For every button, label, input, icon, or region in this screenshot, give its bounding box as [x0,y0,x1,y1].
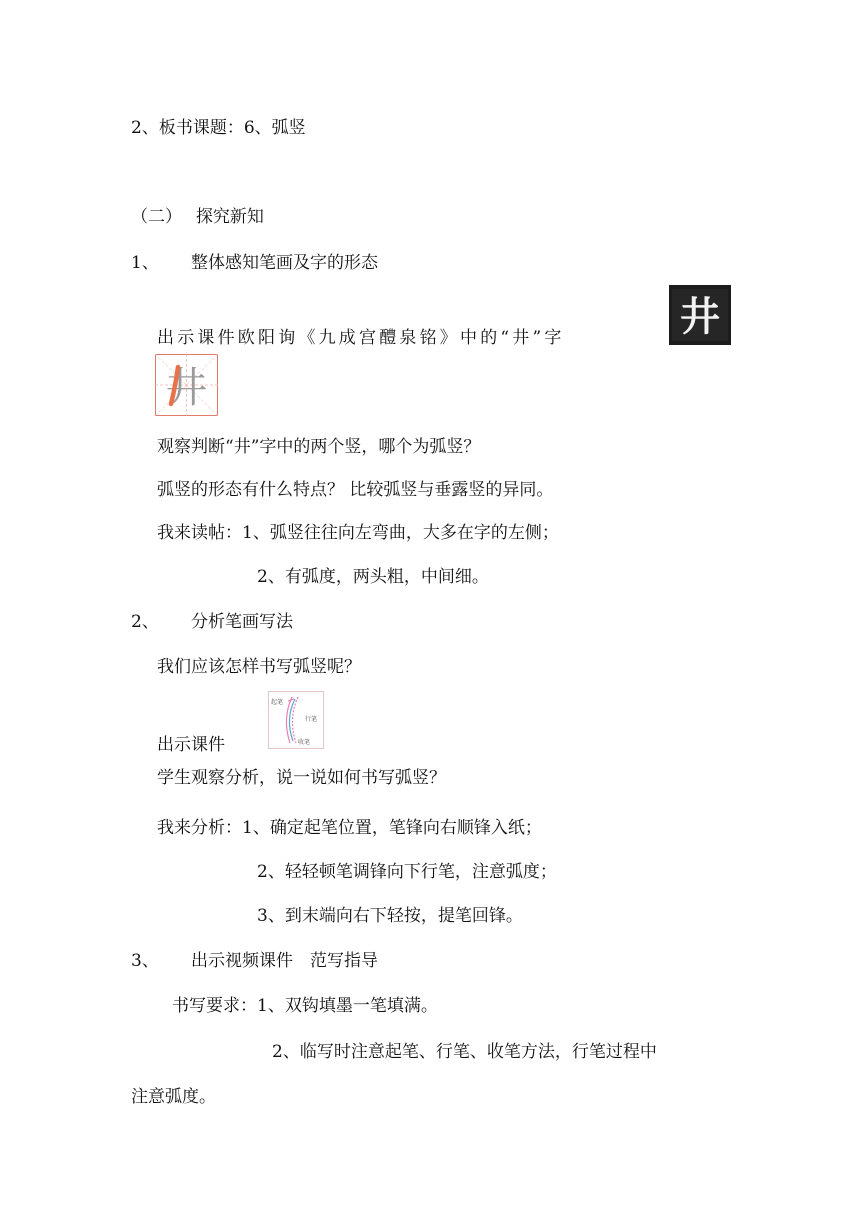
diagram-label-start: 起笔 [271,699,284,706]
diagram-label-move: 行笔 [305,716,318,723]
paragraph-observe: 观察判断“井”字中的两个竖，哪个为弧竖？ [157,437,481,457]
paragraph-analysis-3: 3、到末端向右下轻按，提笔回锋。 [257,906,523,926]
item-2-heading: 分析笔画写法 [191,612,293,632]
grid-character: 井 [165,363,208,412]
section-heading: （二） 探究新知 [131,207,264,227]
rubbing-image [669,285,731,345]
paragraph-analysis-2: 2、轻轻顿笔调锋向下行笔，注意弧度； [257,862,557,882]
paragraph-requirement-1: 书写要求：1、双钩填墨一笔填满。 [172,996,438,1016]
paragraph-analysis-1: 我来分析：1、确定起笔位置，笔锋向右顺锋入纸； [157,818,542,838]
paragraph-requirement-2-cont: 注意弧度。 [131,1087,216,1107]
item-2-number: 2、 [131,612,159,632]
item-1-number: 1、 [131,253,159,273]
grid-character-image [155,354,218,416]
stroke-diagram-image [268,691,324,749]
rubbing-character: 井 [680,293,720,340]
paragraph-show-courseware-2: 出示课件 [157,735,225,755]
paragraph-reading-1: 我来读帖：1、弧竖往往向左弯曲，大多在字的左侧； [157,523,559,543]
item-1-heading: 整体感知笔画及字的形态 [191,253,378,273]
diagram-label-end: 收笔 [298,739,311,746]
paragraph-student-analysis: 学生观察分析，说一说如何书写弧竖？ [157,768,446,788]
paragraph-features: 弧竖的形态有什么特点？ 比较弧竖与垂露竖的异同。 [157,480,554,500]
item-3-heading: 出示视频课件 范写指导 [191,951,378,971]
paragraph-show-courseware: 出示课件欧阳询《九成宫醴泉铭》中的“井”字 [157,328,565,348]
item-3-number: 3、 [131,951,159,971]
paragraph-question: 我们应该怎样书写弧竖呢？ [157,657,361,677]
paragraph-reading-2: 2、有弧度，两头粗，中间细。 [257,567,489,587]
paragraph-requirement-2: 2、临写时注意起笔、行笔、收笔方法，行笔过程中 [272,1042,657,1062]
line-title: 2、板书课题：6、弧竖 [131,118,306,138]
